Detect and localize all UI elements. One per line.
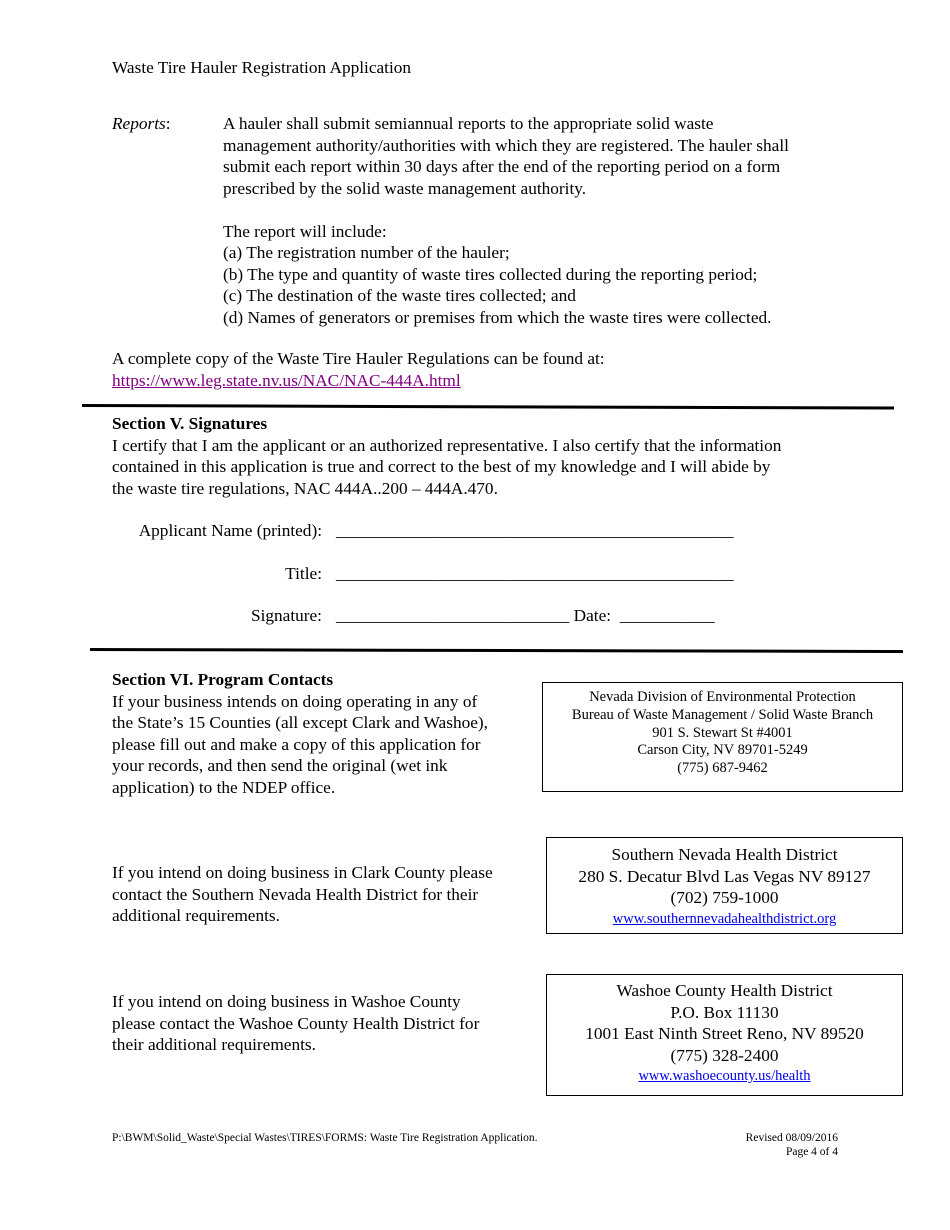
reports-label-colon: : <box>165 114 171 133</box>
reports-paragraph-line: submit each report within 30 days after the end of the reporting period on a form <box>223 157 781 176</box>
date-label: Date: <box>573 606 612 625</box>
wchd-box-line: (775) 328-2400 <box>670 1045 779 1065</box>
snhd-website-link[interactable]: www.southernnevadahealthdistrict.org <box>612 910 837 927</box>
title-field[interactable]: ______________________________________________ <box>336 564 734 583</box>
regulations-link[interactable]: https://www.leg.state.nv.us/NAC/NAC-444A.html <box>112 370 461 390</box>
reports-paragraph-line: management authority/authorities with which they are registered. The hauler shall <box>223 135 789 155</box>
snhd-box-line: 280 S. Decatur Blvd Las Vegas NV 89127 <box>578 866 871 886</box>
wchd-website-link[interactable]: www.washoecounty.us/health <box>638 1068 811 1084</box>
wchd-box-line: Washoe County Health District <box>616 981 833 1000</box>
ndep-box-line: Carson City, NV 89701-5249 <box>637 742 808 759</box>
ndep-paragraph-line: If your business intends on doing operating in any of <box>112 691 478 711</box>
certification-line: contained in this application is true and correct to the best of my knowledge and I will abide by <box>112 457 771 476</box>
clark-county-paragraph <box>112 862 532 927</box>
snhd-box-line: Southern Nevada Health District <box>611 845 838 864</box>
title-label: Title: <box>285 564 322 583</box>
applicant-name-row <box>112 520 762 544</box>
section-divider <box>82 404 894 410</box>
ndep-box-line: 901 S. Stewart St #4001 <box>652 724 793 741</box>
signature-row <box>112 605 762 629</box>
section-divider <box>90 648 903 653</box>
wchd-contact-box <box>546 974 903 1096</box>
clark-paragraph-line: additional requirements. <box>112 906 280 925</box>
certification-line: the waste tire regulations, NAC 444A..200 – 444A.470. <box>112 478 498 498</box>
reports-body <box>223 113 883 328</box>
ndep-box-line: (775) 687-9462 <box>677 760 768 777</box>
footer-revised-date: Revised 08/09/2016 <box>745 1132 838 1144</box>
date-field[interactable]: ___________ <box>619 606 715 625</box>
reports-paragraph-line: prescribed by the solid waste management authority. <box>223 178 587 198</box>
signature-label: Signature: <box>250 606 322 625</box>
signature-date-line <box>336 605 715 627</box>
footer-revision <box>738 1131 838 1159</box>
washoe-county-paragraph <box>112 991 532 1056</box>
clark-paragraph-line: contact the Southern Nevada Health District for their <box>112 884 479 904</box>
title-row <box>112 563 762 587</box>
wchd-box-line: P.O. Box 11130 <box>670 1002 779 1022</box>
wchd-box-line: 1001 East Ninth Street Reno, NV 89520 <box>585 1024 864 1043</box>
ndep-box-line: Bureau of Waste Management / Solid Waste Branch <box>571 706 874 723</box>
section-signatures <box>112 413 852 499</box>
snhd-contact-box <box>546 837 903 934</box>
regulations-text: A complete copy of the Waste Tire Hauler Regulations can be found at: <box>112 349 605 368</box>
document-header-title: Waste Tire Hauler Registration Application <box>112 58 412 77</box>
ndep-paragraph-line: please fill out and make a copy of this application for <box>112 734 481 754</box>
washoe-paragraph-line: If you intend on doing business in Washoe County <box>112 992 461 1011</box>
applicant-name-label: Applicant Name (printed): <box>138 521 322 540</box>
signature-field[interactable]: ___________________________ <box>336 606 570 625</box>
ndep-paragraph-line: your records, and then send the original (wet ink <box>112 756 448 775</box>
reports-label-text: Reports <box>112 114 166 133</box>
footer-file-path: P:\BWM\Solid_Waste\Special Wastes\TIRES\FORMS: Waste Tire Registration Application. <box>112 1132 538 1144</box>
reports-item: (d) Names of generators or premises from which the waste tires were collected. <box>223 307 772 327</box>
reports-item: (b) The type and quantity of waste tires collected during the reporting period; <box>223 264 758 284</box>
washoe-paragraph-line: please contact the Washoe County Health District for <box>112 1013 480 1033</box>
footer-page-number: Page 4 of 4 <box>785 1146 838 1158</box>
certification-line: I certify that I am the applicant or an authorized representative. I also certify that the information <box>112 435 782 455</box>
reports-label <box>112 113 171 135</box>
snhd-box-line: (702) 759-1000 <box>670 888 779 907</box>
applicant-name-field[interactable]: ______________________________________________ <box>336 521 734 540</box>
section-contacts-heading: Section VI. Program Contacts <box>112 670 334 689</box>
reports-item: (a) The registration number of the hauler; <box>223 243 510 262</box>
clark-paragraph-line: If you intend on doing business in Clark County please <box>112 863 493 882</box>
reports-paragraph-line: A hauler shall submit semiannual reports to the appropriate solid waste <box>223 114 714 133</box>
washoe-paragraph-line: their additional requirements. <box>112 1035 316 1054</box>
ndep-contact-box <box>542 682 903 792</box>
section-signatures-heading: Section V. Signatures <box>112 414 268 433</box>
reports-include-intro: The report will include: <box>223 221 387 241</box>
ndep-paragraph-line: application) to the NDEP office. <box>112 777 336 797</box>
ndep-paragraph-line: the State’s 15 Counties (all except Clark and Washoe), <box>112 713 488 732</box>
reports-item: (c) The destination of the waste tires collected; and <box>223 286 576 305</box>
section-program-contacts <box>112 669 532 798</box>
ndep-box-line: Nevada Division of Environmental Protection <box>589 689 856 705</box>
regulations-block <box>112 348 872 391</box>
